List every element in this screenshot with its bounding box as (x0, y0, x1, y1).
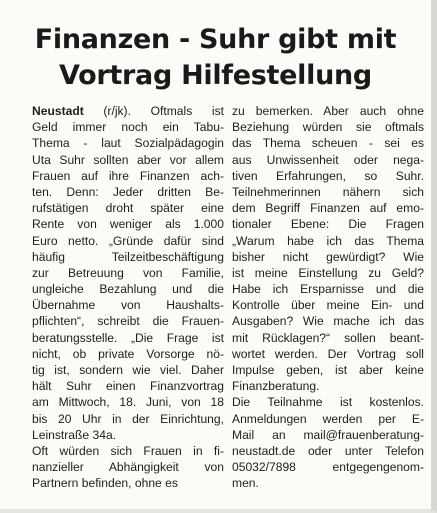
article-line: Teilnehmerinnen nähern sich (232, 184, 424, 199)
article-line (32, 394, 224, 410)
article-line (32, 411, 224, 427)
article-line (32, 330, 224, 346)
article-line (32, 216, 224, 232)
article-line-text: Leinstraße 34a. (32, 427, 117, 442)
article-line-text: ten. Denn: Jeder dritten Be- (32, 184, 224, 199)
article-line (32, 427, 224, 443)
article-line-text: nicht, ob private Vorsorge nö- (32, 346, 224, 361)
article-line: Finanzberatung. (232, 379, 320, 394)
article-line-text: ungleiche Bezahlung und die (32, 282, 224, 297)
article-line-text: am Mittwoch, 18. Juni, von 18 (32, 395, 224, 410)
article-line: Impulse geben, ist aber keine (232, 363, 424, 377)
article-line: mit Rücklagen?“ sollen beant- (232, 330, 424, 345)
article-line: Beziehung würden sie oftmals (232, 120, 424, 135)
article-line: men. (232, 476, 259, 491)
article-line-text: Partnern befinden, ohne es (32, 476, 178, 491)
article-line: „Warum habe ich das Thema (232, 233, 424, 248)
article-line (32, 281, 224, 297)
article-body (32, 103, 424, 501)
article-line-text: häufig Teilzeitbeschäftigung (32, 249, 224, 264)
article-line (32, 265, 224, 281)
article-line: zu bemerken. Aber auch ohne (232, 104, 424, 118)
article-line (32, 443, 224, 459)
article-line-text: Übernahme von Haushalts- (32, 298, 224, 313)
article-line (32, 200, 224, 216)
article-line (32, 362, 224, 378)
article-line (32, 297, 224, 313)
article-line: Die Teilnahme ist kostenlos. (232, 395, 424, 410)
article-line-text: Uta Suhr sollten aber vor allem (32, 152, 224, 167)
article-line: tiven Erfahrungen, so Suhr. (232, 168, 424, 183)
article-line: tionaler Ebene: Die Fragen (232, 217, 424, 232)
article-line (32, 103, 224, 119)
article-line-text: hält Suhr einen Finanzvortrag (32, 379, 224, 394)
article-dateline: Neustadt (32, 104, 84, 118)
article-line-text: tig ist, sondern wie viel. Daher (32, 363, 224, 377)
article-line: Mail an mail@frauenberatung- (232, 427, 424, 442)
headline-line-1: Finanzen - Suhr gibt mit (34, 24, 397, 55)
article-line (32, 184, 224, 200)
article-line: bisher nicht gewürdigt? Wie (232, 249, 424, 264)
article-line: 05032/7898 entgegengenom- (232, 460, 424, 475)
article-line: ist meine Einstellung zu Geld? (232, 265, 424, 280)
article-line (32, 313, 224, 329)
article-column-right (232, 103, 424, 501)
article-line (32, 119, 224, 135)
article-line: das Thema scheuen - sei es (232, 136, 424, 151)
article-line (32, 378, 224, 394)
article-line: dem Begriff Finanzen auf emo- (232, 201, 424, 216)
article-line: Kontrolle über meine Ein- und (232, 298, 424, 313)
article-line: aus Unwissenheit oder nega- (232, 152, 424, 167)
article-line-text: Frauen auf ihre Finanzen ach- (32, 168, 224, 183)
headline-line-2: Vortrag Hilfestellung (59, 60, 372, 91)
article-line (32, 459, 224, 475)
article-line (32, 135, 224, 151)
article-line-text: rufstätigen droht später eine (32, 201, 224, 216)
article-line (32, 346, 224, 362)
article-line: neustadt.de oder unter Telefon (232, 443, 424, 458)
article-line (32, 168, 224, 184)
article-line (32, 233, 224, 249)
article-line-text: bis 20 Uhr in der Einrichtung, (32, 411, 224, 426)
article-line-text: Oft würden sich Frauen in fi- (32, 443, 224, 458)
article-line: Habe ich Ersparnisse und die (232, 282, 424, 297)
article-line-text: nanzieller Abhängigkeit von (32, 460, 224, 475)
article-headline (0, 22, 431, 94)
article-line: Ausgaben? Wie mache ich das (232, 314, 424, 329)
article-line: Anmeldungen werden per E- (232, 411, 424, 426)
article-line-text: (r/jk). Oftmals ist (83, 104, 224, 118)
article-column-left (32, 103, 224, 501)
article-line-text: zur Betreuung von Familie, (32, 265, 224, 280)
article-line-text: Geld immer noch ein Tabu- (32, 120, 224, 135)
article-line-text: beratungsstelle. „Die Frage ist (32, 330, 224, 345)
article-line-text: pflichten“, schreibt die Frauen- (32, 314, 224, 329)
article-line (32, 152, 224, 168)
article-line-text: Euro netto. „Gründe dafür sind (32, 233, 224, 248)
article-line (32, 249, 224, 265)
article-line-text: Rente von weniger als 1.000 (32, 217, 224, 232)
article-line: wortet werden. Der Vortrag soll (232, 346, 424, 361)
article-line (32, 475, 224, 491)
article-line-text: Thema - laut Sozialpädagogin (32, 136, 224, 151)
